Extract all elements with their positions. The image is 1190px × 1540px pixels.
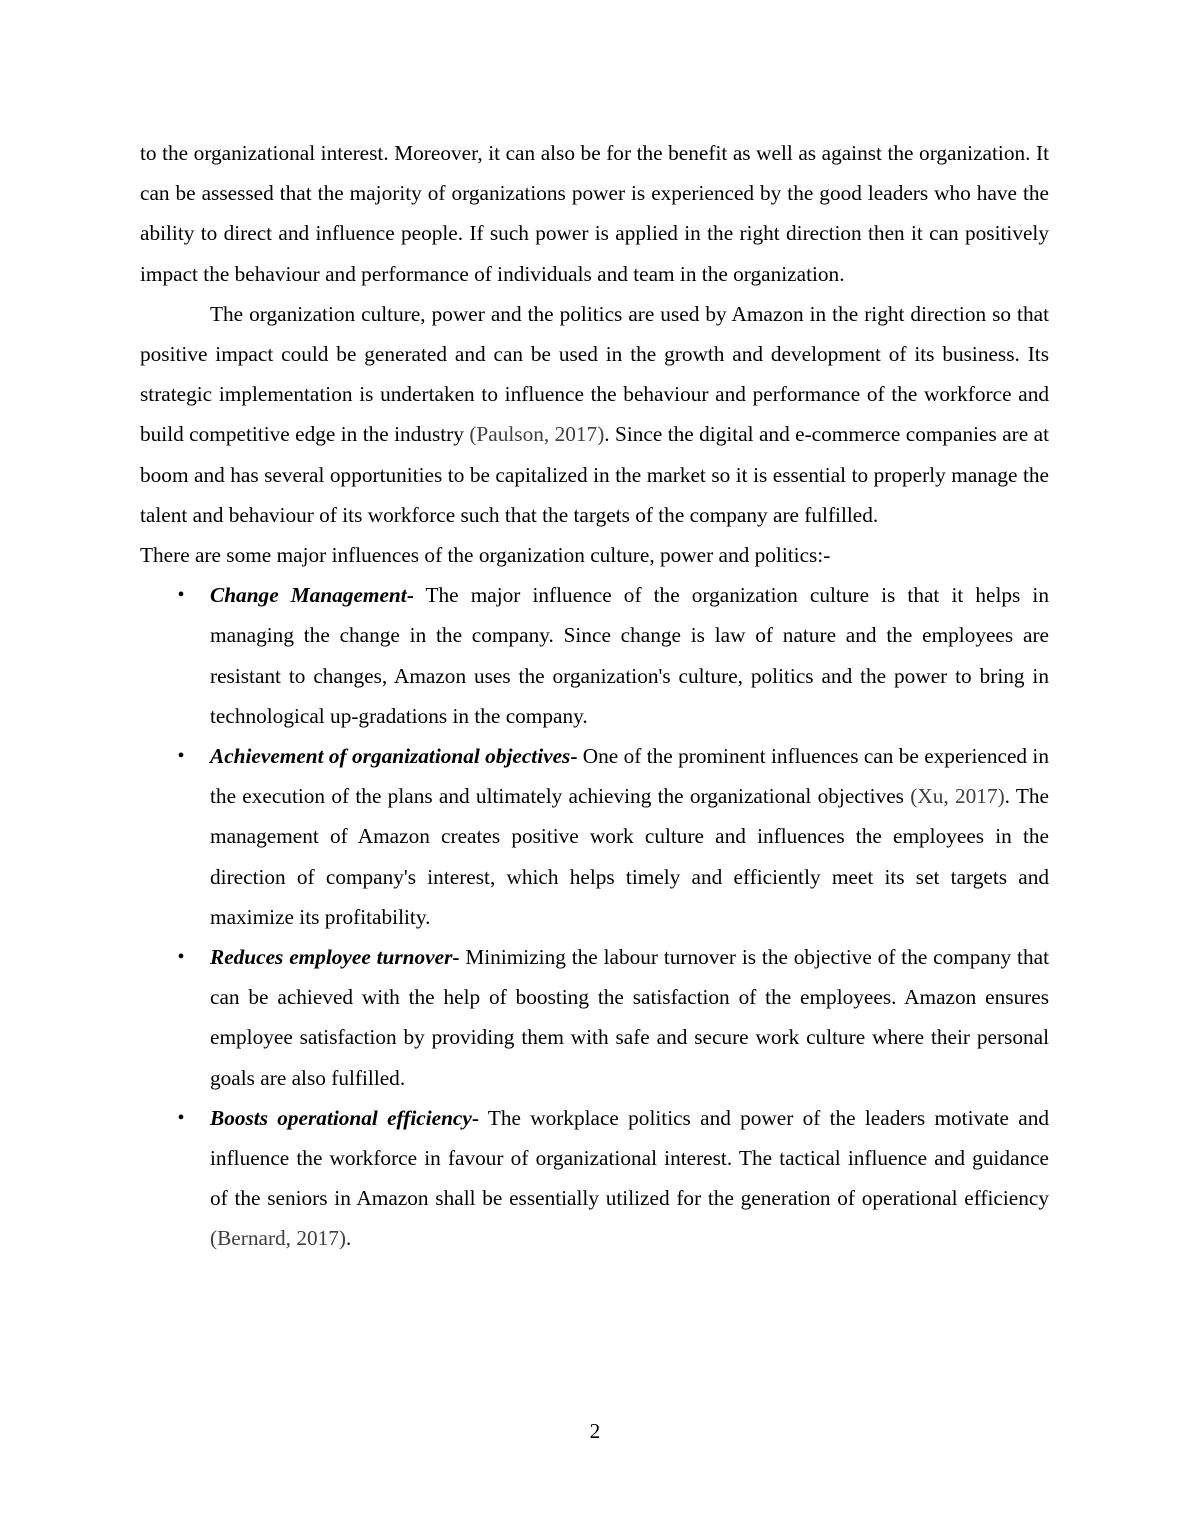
list-item-heading: Boosts operational efficiency	[210, 1105, 472, 1130]
bullet-icon: •	[177, 1106, 185, 1129]
list-item-heading: Achievement of organizational objectives	[210, 744, 571, 769]
list-item-text: The workplace politics and power of the leaders motivate and influence the workforce in favour of organizational interest. The tactical influence and guidance of the seniors in Amazon shall be essentially utilized for the generation of operational efficiency	[210, 1105, 1049, 1211]
list-item-text: . The management of Amazon creates positive work culture and influences the employees in the direction of company's interest, which helps timely and efficiently meet its set targets and maximize its profitability.	[210, 784, 1049, 929]
citation-bernard: (Bernard, 2017)	[210, 1226, 347, 1251]
paragraph-text: The organization culture, power and the politics are used by Amazon in the right direction so that positive impact could be generated and can be used in the growth and development of its business. Its strategic implementation is undertaken to influence the behaviour and performance of the workforce and build competitive edge in the industry	[140, 301, 1049, 447]
paragraph-continuation: to the organizational interest. Moreover, it can also be for the benefit as well as against the organization. It can be assessed that the majority of organizations power is experienced by the good leaders who have the ability to direct and influence people. If such power is applied in the right direction then it can positively impact the behaviour and performance of individuals and team in the organization.	[140, 141, 1049, 286]
list-item-heading: Change Management	[210, 583, 407, 608]
document-body	[140, 133, 1049, 1259]
influences-list	[140, 575, 1049, 1258]
list-item-change-management	[177, 575, 1049, 736]
list-item-text: .	[346, 1226, 352, 1251]
page-number: 2	[589, 1419, 601, 1443]
paragraph-amazon-culture	[140, 294, 1049, 535]
list-item-text: The major influence of the organization culture is that it helps in managing the change in the company. Since change is law of nature and the employees are resistant to changes, Amazon uses the organization's culture, politics and the power to bring in technological up-gradations in the company.	[210, 583, 1049, 728]
paragraph-text: . Since the digital and e-commerce companies are at boom and has several opportunities to be capitalized in the market so it is essential to properly manage the talent and behaviour of its workforce such that the targets of the company are fulfilled.	[140, 422, 1049, 527]
list-item-dash: -	[570, 744, 578, 769]
list-item-dash: -	[406, 583, 414, 608]
list-item-operational-efficiency	[177, 1098, 1049, 1259]
citation-paulson: (Paulson, 2017)	[469, 422, 605, 447]
list-item-text: One of the prominent influences can be experienced in the execution of the plans and ultimately achieving the organizational objectives	[210, 744, 1049, 809]
bullet-icon: •	[177, 946, 185, 969]
list-item-dash: -	[452, 945, 460, 970]
intro-line: There are some major influences of the organization culture, power and politics:-	[140, 543, 831, 568]
bullet-icon: •	[177, 584, 185, 607]
list-item-heading: Reduces employee turnover	[210, 945, 453, 970]
list-item-employee-turnover	[177, 937, 1049, 1098]
list-item-organizational-objectives	[177, 736, 1049, 937]
bullet-icon: •	[177, 745, 185, 768]
list-item-dash: -	[471, 1105, 479, 1130]
citation-xu: (Xu, 2017)	[910, 784, 1005, 809]
list-item-text: Minimizing the labour turnover is the objective of the company that can be achieved with the help of boosting the satisfaction of the employees. Amazon ensures employee satisfaction by providing them with safe and secure work culture where their personal goals are also fulfilled.	[210, 945, 1049, 1090]
